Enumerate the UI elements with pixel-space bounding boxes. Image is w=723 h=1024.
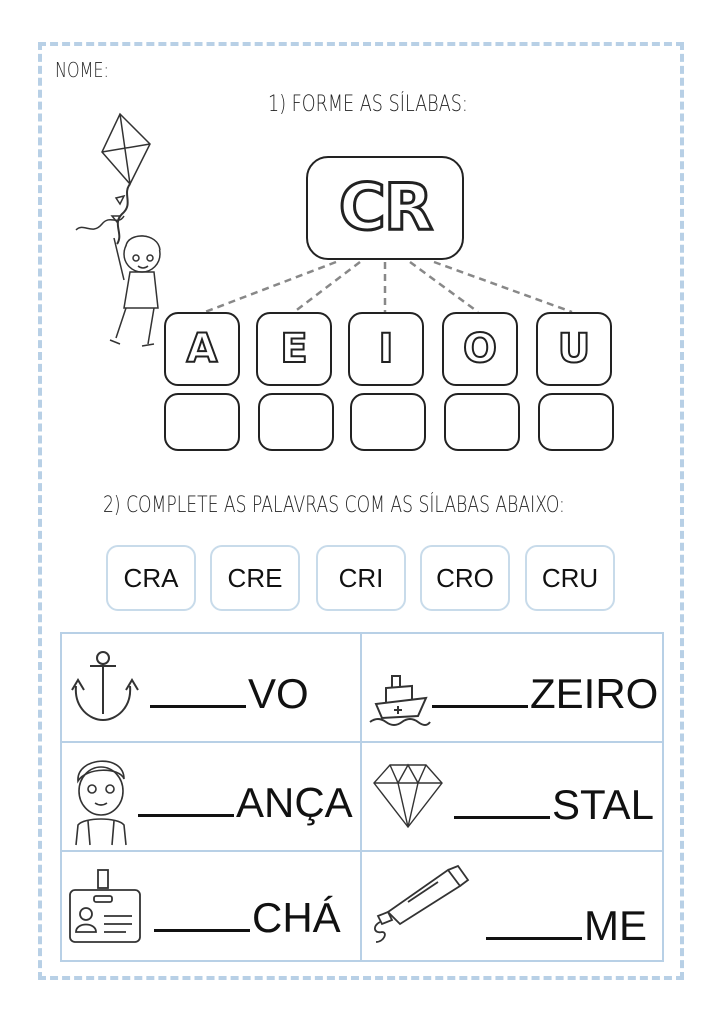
word-zeiro: [432, 670, 658, 718]
word-me: [486, 902, 647, 950]
question-2-title: 2) COMPLETE AS PALAVRAS COM AS SÍLABAS ABAIXO:: [103, 493, 565, 518]
answer-box-e[interactable]: [258, 393, 334, 451]
badge-icon: [68, 868, 144, 948]
answer-box-u[interactable]: [538, 393, 614, 451]
ship-icon: [368, 664, 432, 730]
word-cell-badge: [62, 852, 362, 960]
boy-icon: [68, 751, 134, 847]
word-anca: [138, 779, 353, 827]
syllable-cra: CRA: [106, 545, 196, 611]
vowel-box-i: [348, 312, 424, 386]
word-cell-crystal: [362, 743, 662, 851]
consonant-letters: CR: [338, 171, 432, 245]
word-cell-ship: [362, 634, 662, 742]
word-suffix: CHÁ: [252, 894, 341, 941]
kite-boy-icon: [62, 112, 182, 352]
vowel-letter: A: [186, 326, 218, 372]
word-suffix: ANÇA: [236, 779, 353, 826]
blank-line[interactable]: [138, 812, 234, 817]
word-stal: [454, 781, 654, 829]
name-label: NOME:: [55, 58, 109, 82]
question-1-title: 1) FORME AS SÍLABAS:: [268, 92, 468, 117]
answer-box-o[interactable]: [444, 393, 520, 451]
blank-line[interactable]: [150, 703, 246, 708]
word-suffix: STAL: [552, 781, 654, 828]
blank-line[interactable]: [486, 935, 582, 940]
vowel-box-o: [442, 312, 518, 386]
vowel-box-a: [164, 312, 240, 386]
word-cha: [154, 894, 341, 942]
syllable-cro: CRO: [420, 545, 510, 611]
blank-line[interactable]: [432, 703, 528, 708]
vowel-letter: E: [280, 326, 308, 372]
word-grid: [60, 632, 664, 962]
word-cell-toothpaste: [362, 852, 662, 960]
syllable-cri: CRI: [316, 545, 406, 611]
word-cell-boy: [62, 743, 362, 851]
syllable-cre: CRE: [210, 545, 300, 611]
word-suffix: VO: [248, 670, 309, 717]
word-vo: [150, 670, 309, 718]
blank-line[interactable]: [454, 814, 550, 819]
toothpaste-icon: [368, 862, 472, 952]
word-suffix: ME: [584, 902, 647, 949]
vowel-letter: I: [378, 326, 394, 372]
vowel-box-u: [536, 312, 612, 386]
blank-line[interactable]: [154, 927, 250, 932]
vowel-letter: U: [557, 326, 591, 372]
word-suffix: ZEIRO: [530, 670, 659, 717]
crystal-icon: [370, 761, 446, 831]
answer-box-i[interactable]: [350, 393, 426, 451]
anchor-icon: [70, 650, 140, 726]
answer-box-a[interactable]: [164, 393, 240, 451]
consonant-box: [306, 156, 464, 260]
word-cell-anchor: [62, 634, 362, 742]
vowel-letter: O: [462, 326, 497, 372]
vowel-box-e: [256, 312, 332, 386]
syllable-cru: CRU: [525, 545, 615, 611]
